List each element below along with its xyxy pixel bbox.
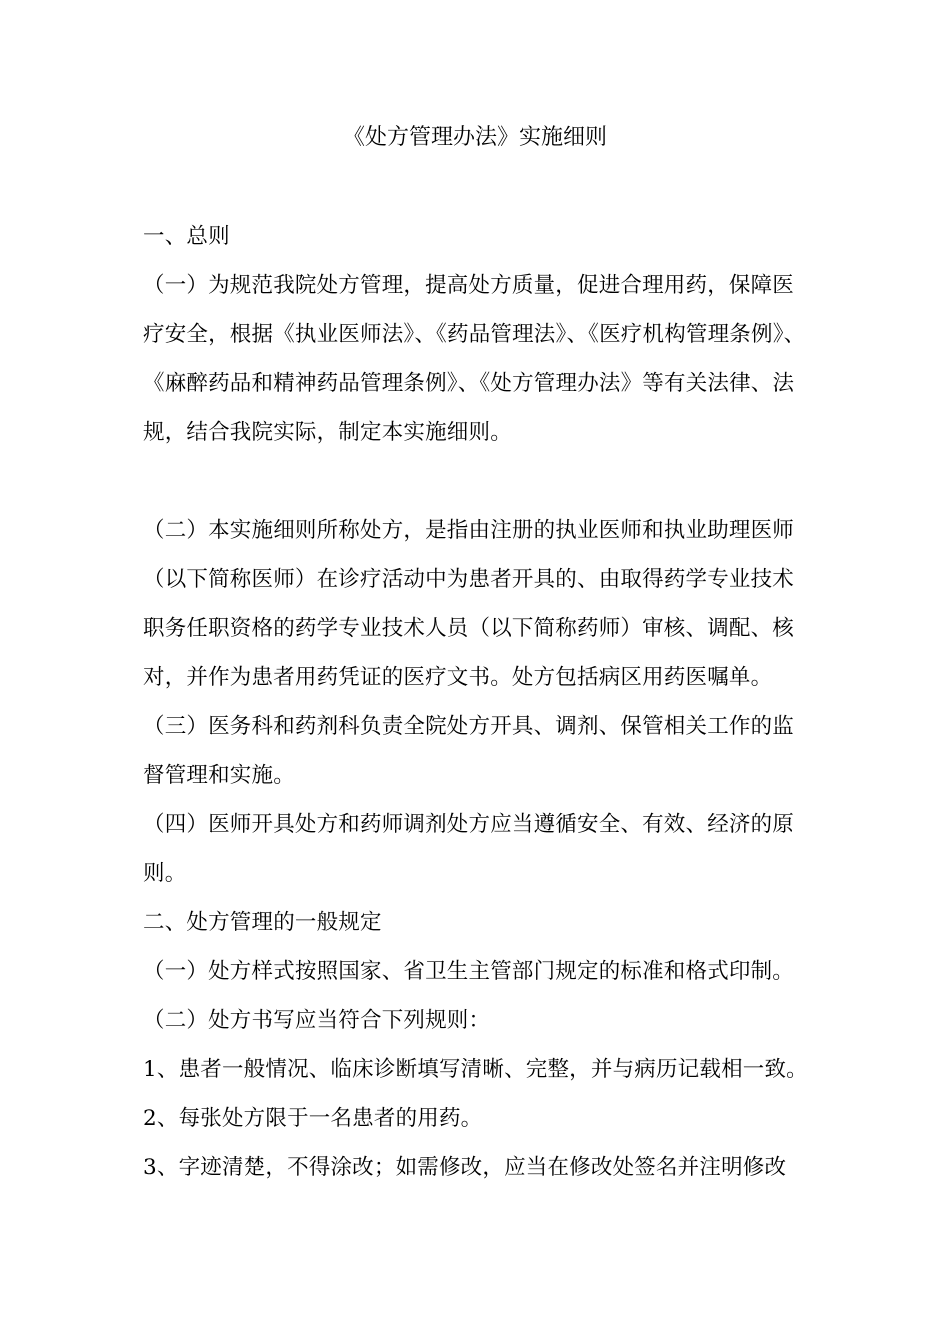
paragraph-line: 疗安全，根据《执业医师法》、《药品管理法》、《医疗机构管理条例》、 [143,322,806,347]
paragraph-gap [143,457,813,506]
document-body [143,212,813,1192]
paragraph-line: 督管理和实施。 [143,763,295,788]
paragraph-line: （一）处方样式按照国家、省卫生主管部门规定的标准和格式印制。 [143,959,795,984]
paragraph-line: 职务任职资格的药学专业技术人员（以下简称药师）审核、调配、核 [143,616,795,641]
paragraph-line: （二）本实施细则所称处方，是指由注册的执业医师和执业助理医师 [143,518,795,543]
list-item: 3、字迹清楚，不得涂改；如需修改，应当在修改处签名并注明修改 [143,1155,787,1180]
paragraph-line: 则。 [143,861,187,886]
paragraph-line: （三）医务科和药剂科负责全院处方开具、调剂、保管相关工作的监 [143,714,795,739]
list-item: 1、患者一般情况、临床诊断填写清晰、完整，并与病历记载相一致。 [143,1057,808,1082]
section-heading-prescription-rules: 二、处方管理的一般规定 [143,910,382,935]
list-item: 2、每张处方限于一名患者的用药。 [143,1106,483,1131]
paragraph-line: 《麻醉药品和精神药品管理条例》、《处方管理办法》等有关法律、法 [143,371,795,396]
paragraph-line: （二）处方书写应当符合下列规则： [143,1008,491,1033]
paragraph-line: （一）为规范我院处方管理，提高处方质量，促进合理用药，保障医 [143,273,795,298]
paragraph-line: 对，并作为患者用药凭证的医疗文书。处方包括病区用药医嘱单。 [143,665,773,690]
paragraph-line: 规，结合我院实际，制定本实施细则。 [143,420,512,445]
paragraph-line: （四）医师开具处方和药师调剂处方应当遵循安全、有效、经济的原 [143,812,795,837]
document-title: 《处方管理办法》实施细则 [342,125,607,150]
section-heading-general: 一、总则 [143,224,230,249]
paragraph-line: （以下简称医师）在诊疗活动中为患者开具的、由取得药学专业技术 [143,567,795,592]
